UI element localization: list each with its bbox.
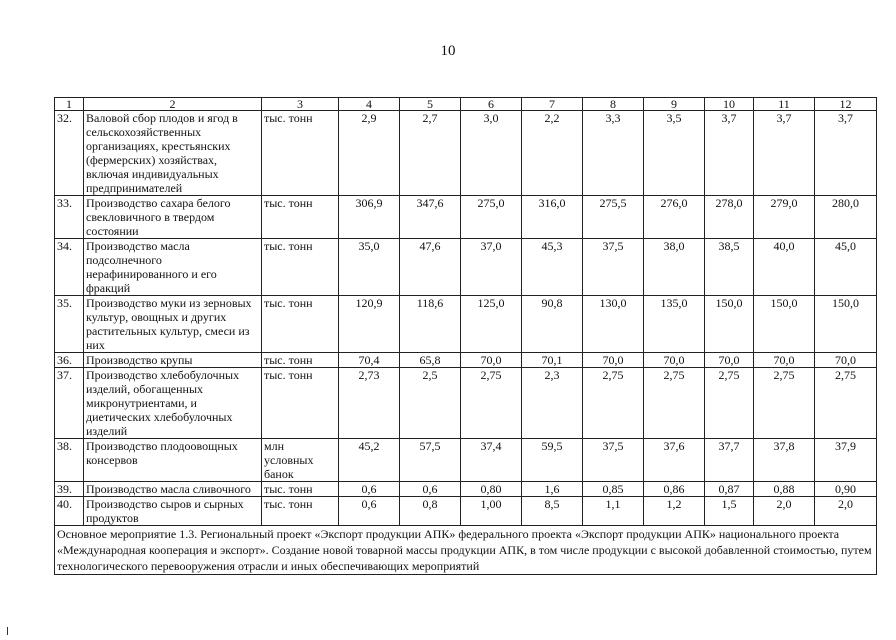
value-cell: 3,0 — [461, 111, 522, 196]
value-cell: 135,0 — [644, 296, 705, 353]
value-cell: 0,6 — [339, 497, 400, 526]
value-cell: 2,5 — [400, 368, 461, 439]
value-cell: 45,2 — [339, 439, 400, 482]
value-cell: 37,6 — [644, 439, 705, 482]
value-cell: 2,75 — [461, 368, 522, 439]
unit-cell: тыс. тонн — [262, 111, 339, 196]
table-row — [55, 482, 877, 497]
table-row — [55, 296, 877, 353]
column-header: 12 — [815, 98, 877, 111]
indicator-name: Производство хлебобулочных изделий, обогащенных микронутриентами, и диетических хлебобулочных изделий — [84, 368, 262, 439]
value-cell: 0,6 — [400, 482, 461, 497]
value-cell: 70,0 — [815, 353, 877, 368]
value-cell: 2,0 — [815, 497, 877, 526]
indicator-name: Производство плодоовощных консервов — [84, 439, 262, 482]
table-row — [55, 353, 877, 368]
value-cell: 280,0 — [815, 196, 877, 239]
value-cell: 37,9 — [815, 439, 877, 482]
value-cell: 0,88 — [754, 482, 815, 497]
value-cell: 70,4 — [339, 353, 400, 368]
value-cell: 347,6 — [400, 196, 461, 239]
value-cell: 3,7 — [815, 111, 877, 196]
value-cell: 45,3 — [522, 239, 583, 296]
value-cell: 37,5 — [583, 239, 644, 296]
table-body — [55, 98, 877, 575]
value-cell: 70,0 — [644, 353, 705, 368]
value-cell: 2,9 — [339, 111, 400, 196]
indicator-name: Производство муки из зерновых культур, овощных и других растительных культур, смеси из них — [84, 296, 262, 353]
value-cell: 1,5 — [705, 497, 754, 526]
value-cell: 0,8 — [400, 497, 461, 526]
value-cell: 2,2 — [522, 111, 583, 196]
column-header: 1 — [55, 98, 84, 111]
indicator-name: Производство масла сливочного — [84, 482, 262, 497]
indicator-name: Производство сахара белого свекловичного в твердом состоянии — [84, 196, 262, 239]
value-cell: 275,5 — [583, 196, 644, 239]
row-number: 35. — [55, 296, 84, 353]
row-number: 32. — [55, 111, 84, 196]
column-header: 2 — [84, 98, 262, 111]
page-number: 10 — [440, 43, 456, 59]
table-row — [55, 196, 877, 239]
value-cell: 2,3 — [522, 368, 583, 439]
value-cell: 150,0 — [754, 296, 815, 353]
column-header: 9 — [644, 98, 705, 111]
indicator-name: Производство сыров и сырных продуктов — [84, 497, 262, 526]
column-header: 10 — [705, 98, 754, 111]
value-cell: 70,1 — [522, 353, 583, 368]
value-cell: 8,5 — [522, 497, 583, 526]
table-row — [55, 111, 877, 196]
value-cell: 70,0 — [461, 353, 522, 368]
section-note: Основное мероприятие 1.3. Региональный проект «Экспорт продукции АПК» федерального проекта «Экспорт продукции АПК» национального проекта «Международная кооперация и экспорт». Создание новой товарной массы продукции АПК, в том числе продукции с высокой добавленной стоимостью, путем технологического перевооружения отрасли и иных обеспечивающих мероприятий — [55, 526, 877, 575]
row-number: 38. — [55, 439, 84, 482]
unit-cell: тыс. тонн — [262, 196, 339, 239]
value-cell: 65,8 — [400, 353, 461, 368]
value-cell: 0,85 — [583, 482, 644, 497]
column-header: 8 — [583, 98, 644, 111]
value-cell: 0,86 — [644, 482, 705, 497]
value-cell: 70,0 — [754, 353, 815, 368]
value-cell: 3,5 — [644, 111, 705, 196]
value-cell: 3,7 — [754, 111, 815, 196]
value-cell: 1,6 — [522, 482, 583, 497]
value-cell: 130,0 — [583, 296, 644, 353]
value-cell: 125,0 — [461, 296, 522, 353]
value-cell: 2,0 — [754, 497, 815, 526]
value-cell: 2,75 — [705, 368, 754, 439]
value-cell: 0,6 — [339, 482, 400, 497]
value-cell: 0,87 — [705, 482, 754, 497]
note-row — [55, 526, 877, 575]
table-row — [55, 368, 877, 439]
value-cell: 2,75 — [583, 368, 644, 439]
unit-cell: тыс. тонн — [262, 296, 339, 353]
value-cell: 1,2 — [644, 497, 705, 526]
value-cell: 1,1 — [583, 497, 644, 526]
indicator-name: Валовой сбор плодов и ягод в сельскохозяйственных организациях, крестьянских (фермерских) хозяйствах, включая индивидуальных предпринимателей — [84, 111, 262, 196]
unit-cell: тыс. тонн — [262, 239, 339, 296]
value-cell: 2,73 — [339, 368, 400, 439]
table-row — [55, 497, 877, 526]
value-cell: 37,7 — [705, 439, 754, 482]
value-cell: 2,75 — [644, 368, 705, 439]
value-cell: 120,9 — [339, 296, 400, 353]
value-cell: 59,5 — [522, 439, 583, 482]
row-number: 36. — [55, 353, 84, 368]
value-cell: 2,7 — [400, 111, 461, 196]
unit-cell: тыс. тонн — [262, 368, 339, 439]
value-cell: 38,0 — [644, 239, 705, 296]
row-number: 37. — [55, 368, 84, 439]
unit-cell: тыс. тонн — [262, 482, 339, 497]
value-cell: 118,6 — [400, 296, 461, 353]
column-header: 4 — [339, 98, 400, 111]
column-header: 5 — [400, 98, 461, 111]
value-cell: 0,90 — [815, 482, 877, 497]
margin-mark — [7, 627, 8, 635]
indicator-name: Производство крупы — [84, 353, 262, 368]
unit-cell: тыс. тонн — [262, 497, 339, 526]
row-number: 40. — [55, 497, 84, 526]
value-cell: 70,0 — [583, 353, 644, 368]
column-header: 6 — [461, 98, 522, 111]
value-cell: 306,9 — [339, 196, 400, 239]
value-cell: 37,8 — [754, 439, 815, 482]
value-cell: 45,0 — [815, 239, 877, 296]
row-number: 34. — [55, 239, 84, 296]
column-number-row — [55, 98, 877, 111]
indicator-name: Производство масла подсолнечного нерафинированного и его фракций — [84, 239, 262, 296]
indicators-table — [54, 97, 877, 575]
value-cell: 70,0 — [705, 353, 754, 368]
value-cell: 35,0 — [339, 239, 400, 296]
value-cell: 275,0 — [461, 196, 522, 239]
row-number: 33. — [55, 196, 84, 239]
value-cell: 278,0 — [705, 196, 754, 239]
column-header: 7 — [522, 98, 583, 111]
value-cell: 38,5 — [705, 239, 754, 296]
value-cell: 316,0 — [522, 196, 583, 239]
value-cell: 2,75 — [754, 368, 815, 439]
value-cell: 57,5 — [400, 439, 461, 482]
value-cell: 150,0 — [815, 296, 877, 353]
value-cell: 37,4 — [461, 439, 522, 482]
value-cell: 1,00 — [461, 497, 522, 526]
value-cell: 37,0 — [461, 239, 522, 296]
column-header: 11 — [754, 98, 815, 111]
value-cell: 2,75 — [815, 368, 877, 439]
value-cell: 276,0 — [644, 196, 705, 239]
value-cell: 47,6 — [400, 239, 461, 296]
table-row — [55, 239, 877, 296]
value-cell: 150,0 — [705, 296, 754, 353]
value-cell: 0,80 — [461, 482, 522, 497]
unit-cell: тыс. тонн — [262, 353, 339, 368]
column-header: 3 — [262, 98, 339, 111]
value-cell: 3,3 — [583, 111, 644, 196]
table-row — [55, 439, 877, 482]
unit-cell: млн условных банок — [262, 439, 339, 482]
value-cell: 279,0 — [754, 196, 815, 239]
value-cell: 37,5 — [583, 439, 644, 482]
value-cell: 40,0 — [754, 239, 815, 296]
value-cell: 3,7 — [705, 111, 754, 196]
value-cell: 90,8 — [522, 296, 583, 353]
row-number: 39. — [55, 482, 84, 497]
